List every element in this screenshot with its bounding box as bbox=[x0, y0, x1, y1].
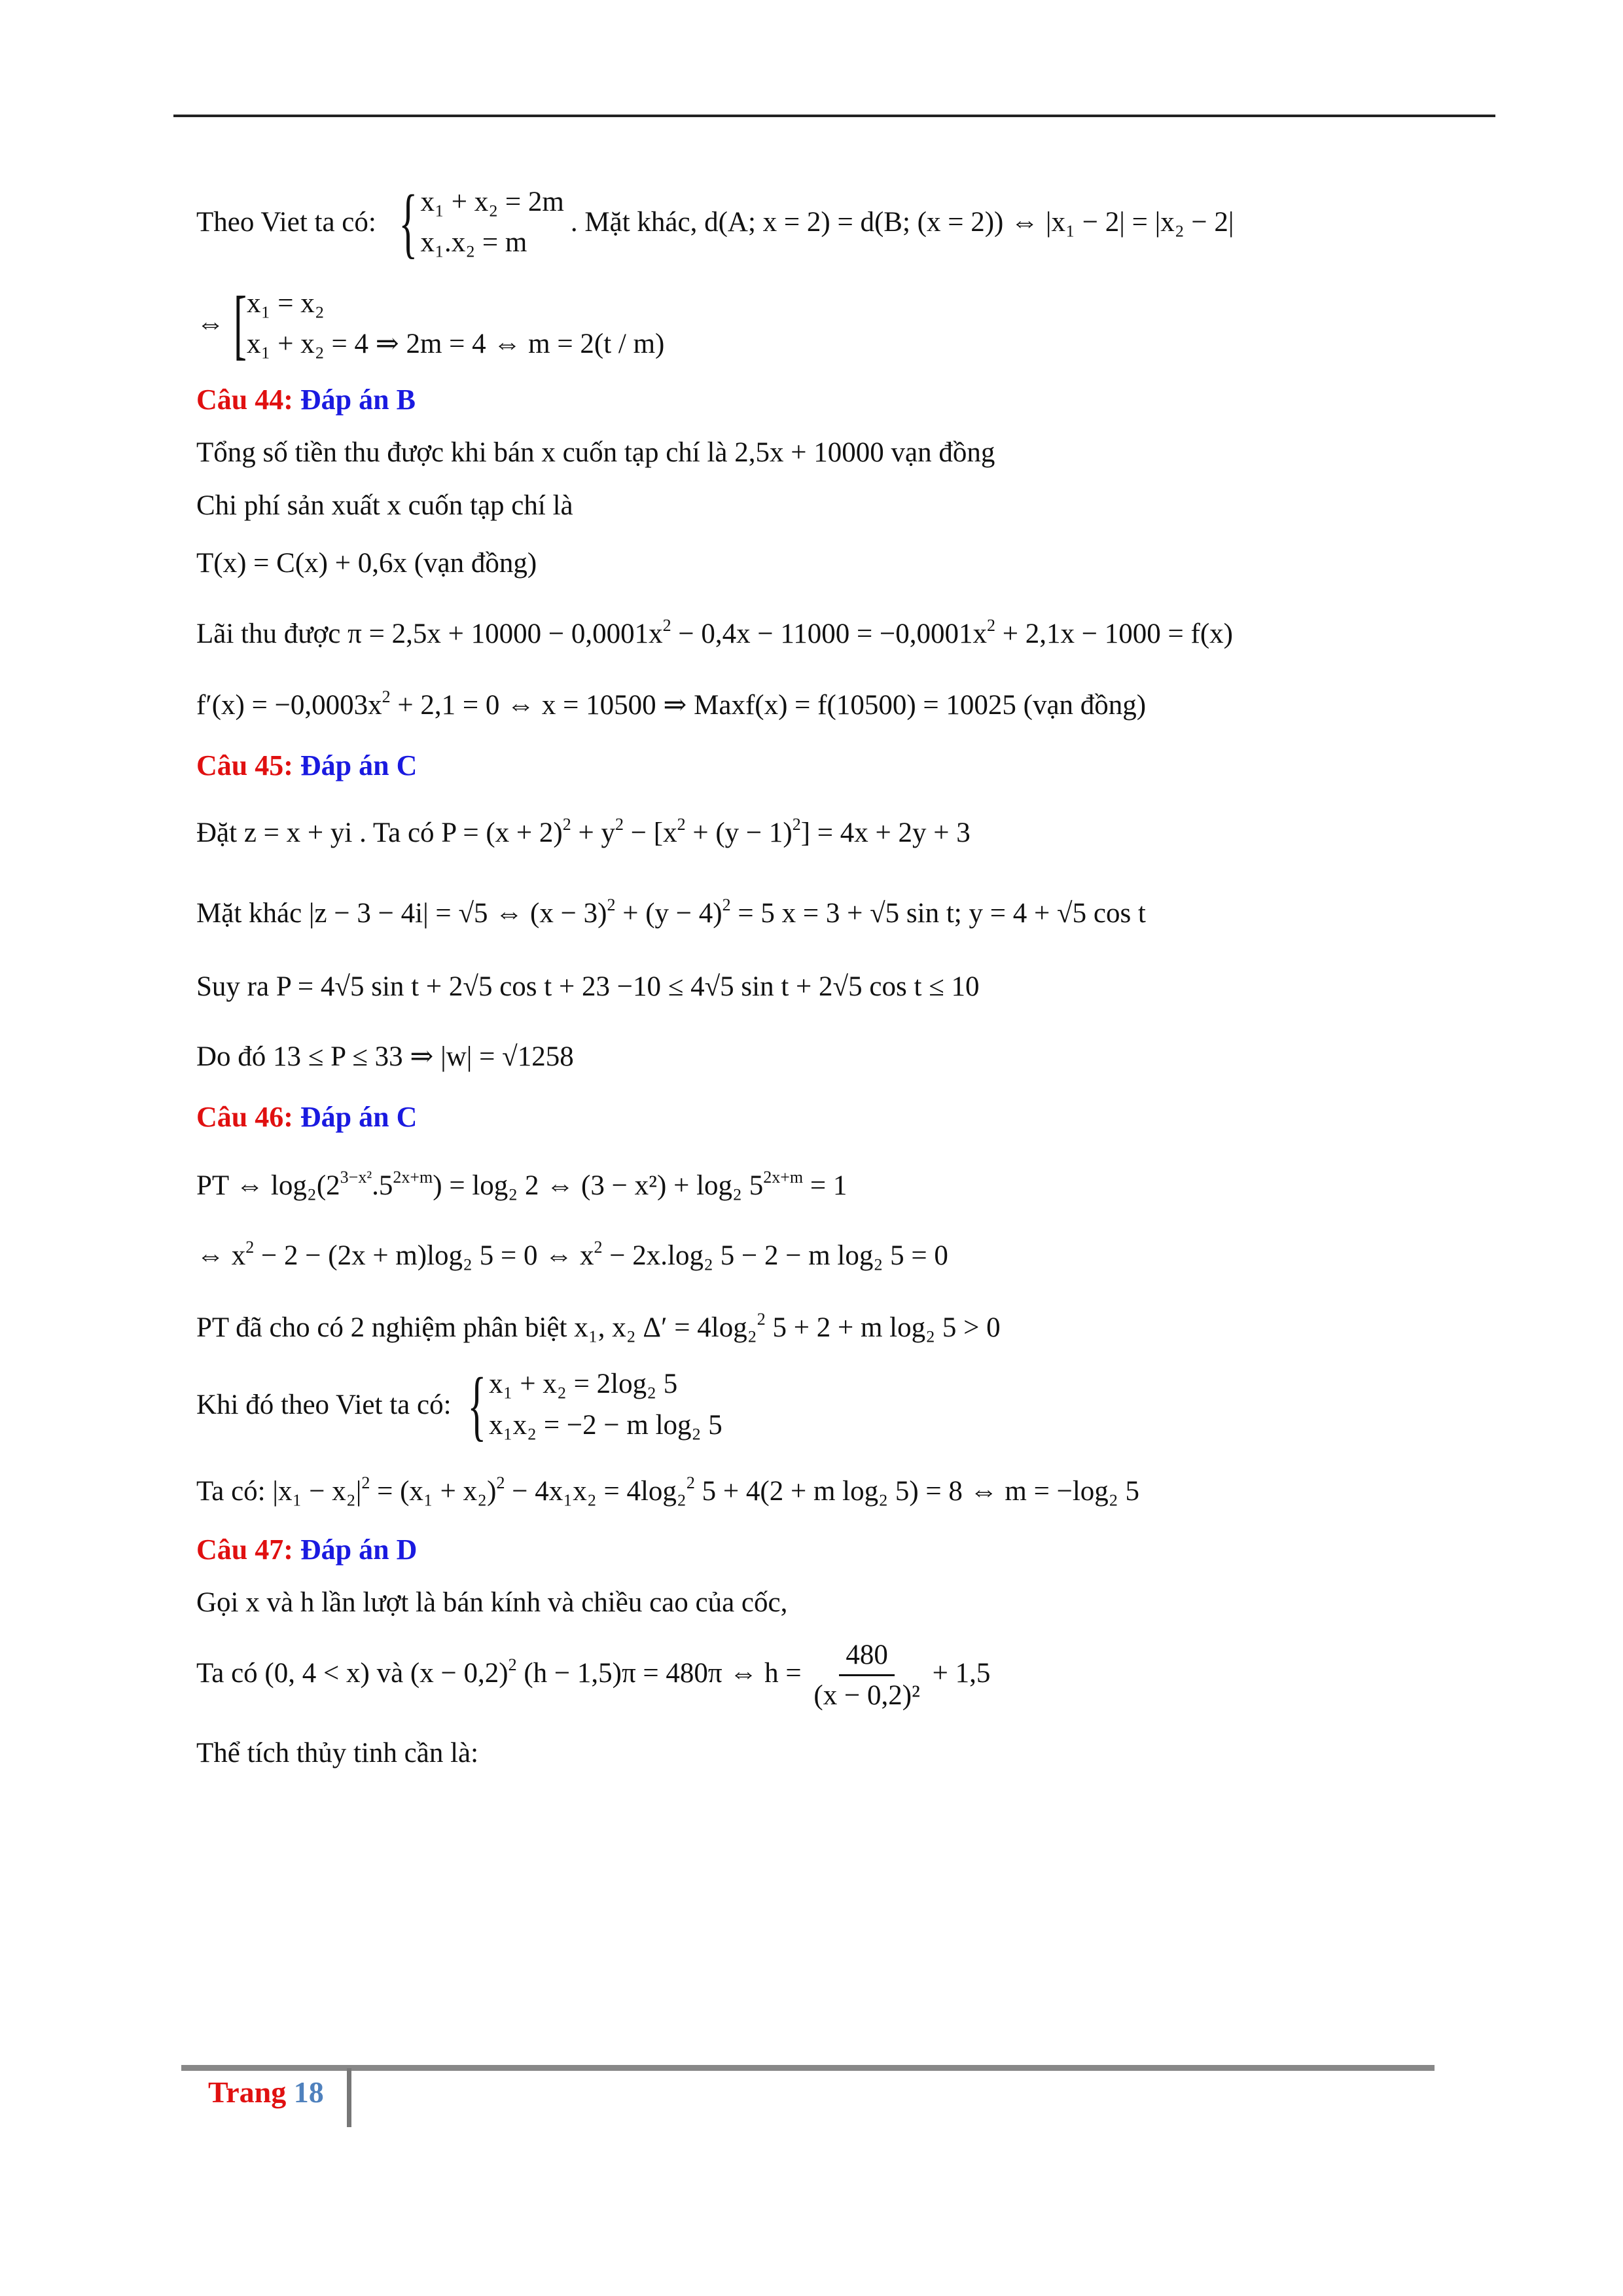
bracket-eq-1: x₁ = x₂ bbox=[246, 287, 325, 319]
q46-pt-c: .5 bbox=[372, 1170, 393, 1201]
q45-line-1 bbox=[196, 816, 1440, 850]
sup: 2 bbox=[757, 1309, 766, 1329]
fraction-numerator: 480 bbox=[839, 1638, 895, 1677]
question-46-heading bbox=[196, 1100, 1440, 1135]
page-number-value: 18 bbox=[293, 2075, 324, 2109]
sup: 2 bbox=[562, 814, 571, 834]
q44-line-4 bbox=[196, 617, 1440, 651]
q46-delta-a: PT đã cho có 2 nghiệm phân biệt x₁, x₂ Δ′ = 4log₂ bbox=[196, 1312, 757, 1343]
footer-rule bbox=[181, 2065, 1435, 2071]
question-46-number: Câu 46: bbox=[196, 1100, 293, 1133]
q46-eq-c: − 2x.log₂ 5 − 2 − m log₂ 5 = 0 bbox=[602, 1240, 948, 1272]
question-45-answer: Đáp án C bbox=[300, 749, 418, 781]
q45-line-3: Suy ra P = 4√5 sin t + 2√5 cos t + 23 −10 ≤ 4√5 sin t + 2√5 cos t ≤ 10 bbox=[196, 971, 980, 1002]
sup: 2 bbox=[677, 814, 686, 834]
sup: 2 bbox=[382, 687, 391, 707]
viet-system bbox=[420, 182, 563, 264]
q45-p-b: + y bbox=[571, 817, 616, 848]
sup: 2 bbox=[245, 1238, 255, 1257]
question-45-number: Câu 45: bbox=[196, 749, 293, 781]
sup: 2 bbox=[508, 1655, 517, 1674]
fraction-denominator: (x − 0,2)² bbox=[813, 1680, 920, 1712]
bracket-eq-2: x₁ + x₂ = 4 ⇒ 2m = 4 ⇔ m = 2(t / m) bbox=[246, 329, 665, 359]
q47-eq-c: + 1,5 bbox=[925, 1657, 991, 1689]
sup: 2 bbox=[686, 1473, 695, 1492]
q46-res-b: = (x₁ + x₂) bbox=[370, 1475, 497, 1507]
q47-line-2 bbox=[196, 1638, 1440, 1713]
q44-derivative-b: + 2,1 = 0 ⇔ x = 10500 ⇒ Maxf(x) = f(10500) = 10025 (vạn đồng) bbox=[390, 690, 1147, 721]
q45-line-2 bbox=[196, 897, 1440, 931]
q46-line-5 bbox=[196, 1475, 1440, 1509]
q44-derivative-a: f′(x) = −0,0003x bbox=[196, 690, 382, 721]
equiv-symbol: ⇔ bbox=[196, 308, 224, 340]
question-44-heading bbox=[196, 383, 1440, 418]
header-rule bbox=[173, 115, 1495, 117]
q47-fraction bbox=[813, 1638, 920, 1713]
q46-viet-eq-1: x₁ + x₂ = 2log₂ 5 bbox=[489, 1369, 678, 1400]
q44-line-1: Tổng số tiền thu được khi bán x cuốn tạp chí là 2,5x + 10000 vạn đồng bbox=[196, 437, 995, 468]
sup: 2 bbox=[361, 1473, 370, 1492]
q46-viet-eq-2: x₁x₂ = −2 − m log₂ 5 bbox=[489, 1409, 722, 1441]
page-label: Trang bbox=[208, 2075, 287, 2109]
sup: 2x+m bbox=[393, 1167, 433, 1187]
sup: 2 bbox=[615, 814, 624, 834]
q44-profit-c: + 2,1x − 1000 = f(x) bbox=[995, 618, 1233, 649]
sup: 2 bbox=[987, 615, 995, 635]
q45-p-c: − [x bbox=[624, 817, 677, 848]
footer-divider bbox=[347, 2068, 351, 2127]
brace-symbol: { bbox=[399, 179, 418, 266]
q46-res-a: Ta có: |x₁ − x₂| bbox=[196, 1475, 362, 1507]
question-44-answer: Đáp án B bbox=[300, 384, 416, 416]
q47-line-1: Gọi x và h lần lượt là bán kính và chiều cao của cốc, bbox=[196, 1587, 788, 1618]
q45-p-d: + (y − 1) bbox=[685, 817, 793, 848]
q46-pt-e: ) = log₂ 2 ⇔ (3 − x²) + log₂ 5 bbox=[433, 1170, 764, 1201]
q46-delta-b: 5 + 2 + m log₂ 5 > 0 bbox=[765, 1312, 1001, 1343]
brace-symbol: { bbox=[467, 1361, 486, 1448]
q46-line-2 bbox=[196, 1239, 1440, 1273]
page-content bbox=[196, 177, 1440, 1770]
sup: 2x+m bbox=[763, 1167, 804, 1187]
question-47-answer: Đáp án D bbox=[300, 1534, 418, 1566]
q47-eq-a: Ta có (0, 4 < x) và (x − 0,2) bbox=[196, 1657, 508, 1689]
question-47-number: Câu 47: bbox=[196, 1534, 293, 1566]
q46-viet-system bbox=[489, 1364, 722, 1446]
sup: 2 bbox=[496, 1473, 505, 1492]
q46-pt-a: PT ⇔ log₂(2 bbox=[196, 1170, 340, 1201]
q45-circle-c: = 5 x = 3 + √5 sin t; y = 4 + √5 cos t bbox=[730, 898, 1146, 929]
q44-line-3: T(x) = C(x) + 0,6x (vạn đồng) bbox=[196, 547, 537, 579]
q45-line-4: Do đó 13 ≤ P ≤ 33 ⇒ |w| = √1258 bbox=[196, 1041, 574, 1073]
question-47-heading bbox=[196, 1533, 1440, 1568]
sup: 2 bbox=[662, 615, 671, 635]
q46-eq-a: ⇔ x bbox=[196, 1240, 246, 1272]
q45-p-a: Đặt z = x + yi . Ta có P = (x + 2) bbox=[196, 817, 563, 848]
q44-line-5 bbox=[196, 689, 1440, 723]
sup: 3−x² bbox=[340, 1167, 372, 1187]
q44-profit-b: − 0,4x − 11000 = −0,0001x bbox=[671, 618, 987, 649]
viet-eq-1: x₁ + x₂ = 2m bbox=[420, 186, 564, 217]
page-number bbox=[208, 2075, 324, 2109]
bracket-system bbox=[247, 283, 664, 365]
distance-condition: . Mặt khác, d(A; x = 2) = d(B; (x = 2)) ⇔ |x₁ − 2| = |x₂ − 2| bbox=[570, 207, 1234, 238]
q46-line-1 bbox=[196, 1169, 1440, 1203]
viet-line bbox=[196, 177, 1440, 268]
q46-res-c: − 4x₁x₂ = 4log₂ bbox=[505, 1475, 687, 1507]
q46-viet-label: Khi đó theo Viet ta có: bbox=[196, 1389, 452, 1420]
sup: 2 bbox=[792, 814, 801, 834]
sup: 2 bbox=[722, 895, 731, 915]
q47-line-3: Thể tích thủy tinh cần là: bbox=[196, 1737, 479, 1768]
bracket-symbol: [ bbox=[233, 280, 247, 367]
q45-circle-b: + (y − 4) bbox=[615, 898, 722, 929]
q47-eq-b: (h − 1,5)π = 480π ⇔ h = bbox=[516, 1657, 802, 1689]
question-44-number: Câu 44: bbox=[196, 384, 293, 416]
q46-pt-g: = 1 bbox=[803, 1170, 847, 1201]
question-46-answer: Đáp án C bbox=[300, 1100, 418, 1133]
sup: 2 bbox=[607, 895, 616, 915]
q45-p-e: ] = 4x + 2y + 3 bbox=[800, 817, 971, 848]
question-45-heading bbox=[196, 749, 1440, 783]
q45-circle-a: Mặt khác |z − 3 − 4i| = √5 ⇔ (x − 3) bbox=[196, 898, 607, 929]
q46-eq-b: − 2 − (2x + m)log₂ 5 = 0 ⇔ x bbox=[254, 1240, 594, 1272]
q46-res-d: 5 + 4(2 + m log₂ 5) = 8 ⇔ m = −log₂ 5 bbox=[694, 1475, 1140, 1507]
sup: 2 bbox=[594, 1238, 603, 1257]
q46-line-3 bbox=[196, 1311, 1440, 1345]
q46-line-4 bbox=[196, 1359, 1440, 1451]
q44-profit-a: Lãi thu được π = 2,5x + 10000 − 0,0001x bbox=[196, 618, 663, 649]
bracket-line bbox=[196, 278, 1440, 370]
q44-line-2: Chi phí sản xuất x cuốn tạp chí là bbox=[196, 490, 573, 522]
viet-label: Theo Viet ta có: bbox=[196, 207, 376, 238]
viet-eq-2: x₁.x₂ = m bbox=[420, 227, 527, 258]
